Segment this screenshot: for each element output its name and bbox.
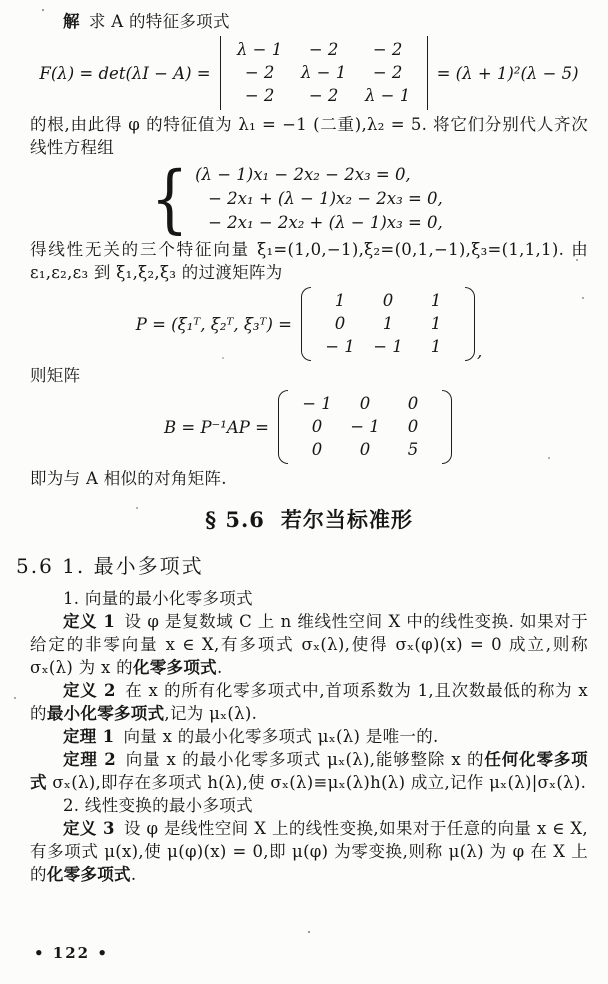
- system-line: − 2x₁ − 2x₂ + (λ − 1)x₃ = 0,: [208, 213, 443, 232]
- then-paragraph: 则矩阵: [30, 366, 81, 385]
- det-cell: λ − 1: [236, 40, 283, 59]
- section-heading: [30, 504, 588, 534]
- section-title: 若尔当标准形: [280, 507, 413, 532]
- definition-2-term: 最小化零多项式: [46, 704, 165, 723]
- system-line: − 2x₁ + (λ − 1)x₂ − 2x₃ = 0,: [208, 189, 443, 208]
- det-cell: − 2: [372, 63, 403, 82]
- definition-2-body: 在 x 的所有化零多项式中,首项系数为 1,且次数最低的称为 x 的: [30, 681, 588, 723]
- p-matrix-group: [301, 287, 475, 361]
- char-poly-lhs: F(λ) = det(λI − A) =: [39, 63, 211, 83]
- matrix-cell: 0: [311, 440, 323, 459]
- system-line: (λ − 1)x₁ − 2x₂ − 2x₃ = 0,: [195, 165, 411, 184]
- item2-paragraph: 2. 线性变换的最小多项式: [63, 796, 253, 815]
- matrix-cell: 0: [382, 291, 394, 310]
- subsection-heading: 5.6 1. 最小多项式: [16, 554, 204, 578]
- equation-system: [146, 155, 588, 242]
- p-matrix-formula: [30, 287, 588, 361]
- det-cell: λ − 1: [300, 63, 347, 82]
- b-matrix-formula: [30, 390, 588, 464]
- char-poly-formula: [30, 36, 588, 110]
- matrix-cell: − 1: [373, 337, 403, 356]
- matrix-cell: 1: [430, 337, 442, 356]
- right-paren: [442, 390, 452, 464]
- definition-3-after: .: [130, 865, 137, 884]
- theorem-2-term: 任何化零多项式: [30, 750, 588, 792]
- matrix-cell: − 1: [325, 337, 355, 356]
- theorem-1-label: 定理 1: [63, 727, 115, 746]
- solution-text: 求 A 的特征多项式: [88, 12, 230, 31]
- definition-1-body: 设 φ 是复数域 C 上 n 维线性空间 X 中的线性变换. 如果对于给定的非零向量 x ∈ X,有多项式 σₓ(λ),使得 σₓ(φ)(x) = 0 成立,则称 σₓ(λ) 为 x 的: [30, 612, 588, 677]
- det-cell: − 2: [244, 63, 275, 82]
- roots-paragraph: 的根,由此得 φ 的特征值为 λ₁ = −1 (二重),λ₂ = 5. 将它们分别代人齐次线性方程组: [30, 115, 588, 157]
- theorem-1-body: 向量 x 的最小化零多项式 μₓ(λ) 是唯一的.: [123, 727, 439, 746]
- definition-3-body: 设 φ 是线性空间 X 上的线性变换,如果对于任意的向量 x ∈ X,有多项式 μ(x),使 μ(φ)(x) = 0,即 μ(φ) 为零变换,则称 μ(λ) 为 φ 在 X 上的: [30, 819, 588, 884]
- determinant: [220, 36, 428, 110]
- section-number: § 5.6: [205, 507, 265, 532]
- matrix-cell: − 1: [350, 417, 380, 436]
- b-matrix: [291, 390, 439, 464]
- matrix-cell: 1: [334, 291, 346, 310]
- page-number-footer: • 122 •: [34, 944, 109, 962]
- vectors-paragraph: 得线性无关的三个特征向量 ξ₁=(1,0,−1),ξ₂=(0,1,−1),ξ₃=(1,1,1). 由 ε₁,ε₂,ε₃ 到 ξ₁,ξ₂,ξ₃ 的过渡矩阵为: [30, 240, 588, 282]
- definition-2: [30, 679, 588, 725]
- solution-paragraph: [30, 10, 588, 33]
- definition-3-label: 定义 3: [63, 819, 115, 838]
- definition-1-label: 定义 1: [63, 612, 116, 631]
- matrix-cell: 0: [334, 314, 346, 333]
- matrix-cell: − 1: [302, 394, 332, 413]
- definition-1-after: .: [216, 658, 223, 677]
- matrix-cell: 5: [407, 440, 419, 459]
- definition-2-label: 定义 2: [63, 681, 116, 700]
- system-brace: {: [150, 155, 189, 242]
- det-cell: − 2: [244, 86, 275, 105]
- matrix-cell: 0: [311, 417, 323, 436]
- right-paren: [465, 287, 475, 361]
- theorem-2-body: 向量 x 的最小化零多项式 μₓ(λ),能够整除 x 的: [125, 750, 485, 769]
- det-cell: λ − 1: [364, 86, 411, 105]
- p-matrix-comma: ,: [476, 342, 483, 361]
- theorem-1: [30, 725, 588, 748]
- theorem-2-label: 定理 2: [63, 750, 117, 769]
- det-cell: − 2: [308, 86, 339, 105]
- system-lines: [195, 163, 443, 234]
- solution-label: 解: [63, 12, 80, 31]
- item1-paragraph: 1. 向量的最小化零多项式: [63, 589, 253, 608]
- definition-1: [30, 610, 588, 679]
- matrix-cell: 0: [407, 417, 419, 436]
- definition-3-term: 化零多项式: [46, 865, 131, 884]
- p-matrix: [314, 287, 462, 361]
- matrix-cell: 1: [382, 314, 394, 333]
- definition-3: [30, 817, 588, 886]
- b-matrix-group: [278, 390, 452, 464]
- b-matrix-lhs: B = P⁻¹AP =: [164, 417, 269, 437]
- definition-1-term: 化零多项式: [132, 658, 217, 677]
- det-cell: − 2: [372, 40, 403, 59]
- diag-paragraph: 即为与 A 相似的对角矩阵.: [30, 469, 227, 488]
- p-matrix-lhs: P = (ξ₁ᵀ, ξ₂ᵀ, ξ₃ᵀ) =: [135, 314, 292, 334]
- matrix-cell: 0: [359, 440, 371, 459]
- theorem-2-after: σₓ(λ),即存在多项式 h(λ),使 σₓ(λ)≡μₓ(λ)h(λ) 成立,记作 μₓ(λ)|σₓ(λ).: [46, 773, 587, 792]
- matrix-cell: 0: [359, 394, 371, 413]
- left-paren: [301, 287, 311, 361]
- left-paren: [278, 390, 288, 464]
- matrix-cell: 1: [430, 314, 442, 333]
- matrix-cell: 1: [430, 291, 442, 310]
- char-poly-rhs: = (λ + 1)²(λ − 5): [436, 63, 579, 83]
- det-cell: − 2: [308, 40, 339, 59]
- matrix-cell: 0: [407, 394, 419, 413]
- definition-2-after: ,记为 μₓ(λ).: [164, 704, 258, 723]
- theorem-2: [30, 748, 588, 794]
